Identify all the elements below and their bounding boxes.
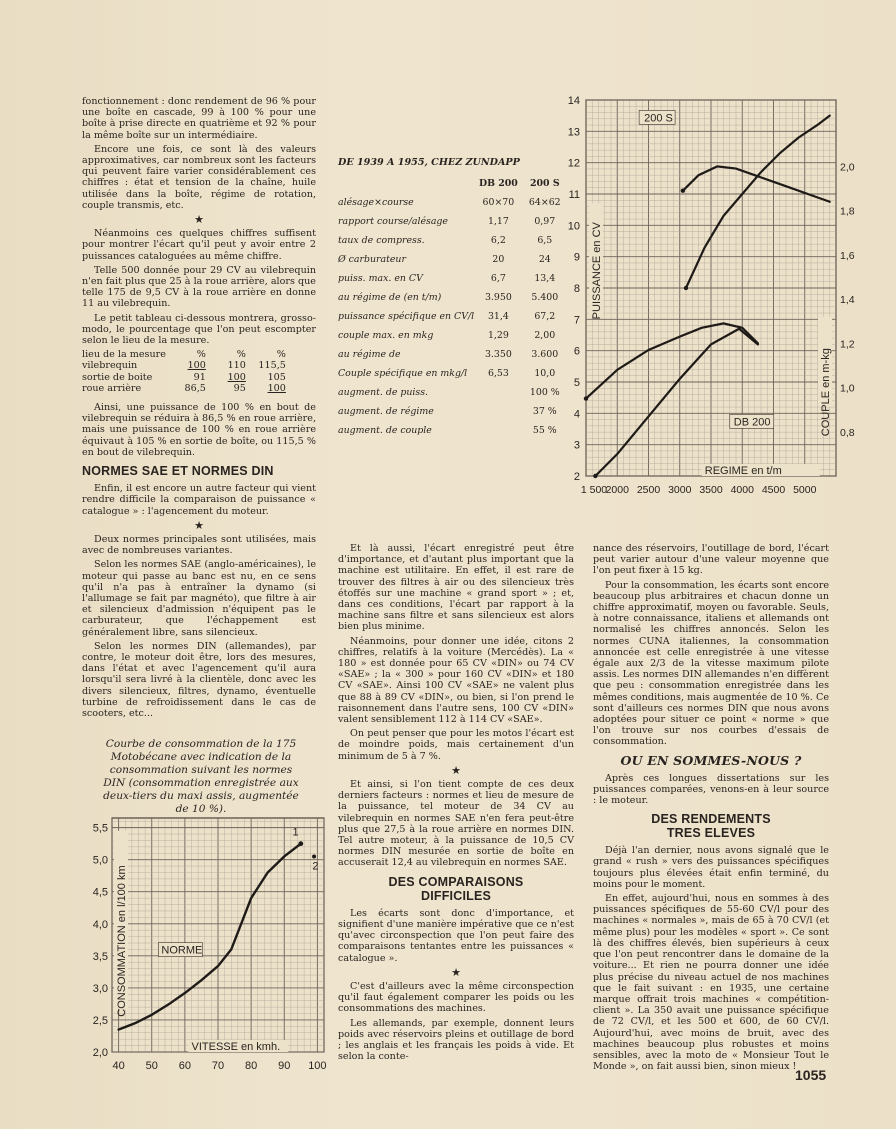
paragraph: Selon les normes DIN (allemandes), par contre, le moteur doit être, lors des mesures, dans l'état et avec l'agencement qu'il aura lorsqu'il sera livré à la clientèle, donc avec les divers silencieux, filtres, dynamo, éventuelle turbine de refroidissement dans le cas de scooters, etc... — [82, 640, 316, 719]
table-row: roue arrière 86,5 95 100 — [82, 382, 286, 394]
x-tick-label: 3500 — [699, 484, 723, 496]
y2-tick-label: 1,4 — [840, 294, 855, 307]
x-tick-label: 100 — [308, 1060, 327, 1072]
table-row: rapport course/alésage 1,17 0,97 — [338, 215, 556, 227]
annotation-norme: NORME — [161, 944, 203, 957]
annotation-1: 1 — [292, 826, 299, 839]
star-separator: ★ — [451, 965, 461, 979]
heading-normes: NORMES SAE ET NORMES DIN — [82, 464, 274, 479]
spec-table: DB 200 200 S alésage×course 60×70 64×62 rapport course/alésage 1,17 0,97 taux de compress. 6,2 6,5 Ø carburateur 20 24 puiss. max. en CV 6,7 13,4 au régime de (en t/m) 3.950 5.400 puissance spécifique en CV/l 31,4 67,2 couple max. en mkg 1,29 2,00 au régime de 3.350 3.600 Couple spécifique en mkg/l 6,53 10,0 augment. de puiss. 100 % augment. de régime 37 % augment. de couple 55 % — [338, 174, 568, 440]
x-tick-label: 60 — [178, 1060, 191, 1072]
series-label: 200 S — [644, 112, 673, 125]
star-separator: ★ — [451, 763, 461, 777]
x-tick-label: 50 — [145, 1060, 158, 1072]
data-point — [312, 854, 316, 858]
series-start-point — [584, 396, 588, 400]
table-row: au régime de (en t/m) 3.950 5.400 — [338, 291, 559, 303]
y-tick-label: 8 — [573, 283, 580, 295]
paragraph: Après ces longues dissertations sur les puissances comparées, venons-en à leur source : le moteur. — [593, 772, 829, 807]
paragraph: Encore une fois, ce sont là des valeurs approximatives, car nombreux sont les facteurs qui peuvent faire varier considérablement ces chiffres : état et tension de la chaîne, huile utilisée dans la boîte, régime de rotation, couple transmis, etc. — [82, 143, 316, 211]
table-row: puiss. max. en CV 6,7 13,4 — [338, 272, 556, 284]
spec-table-block — [338, 157, 568, 440]
table-row: augment. de couple 55 % — [338, 424, 557, 436]
figure-caption: Courbe de consommation de la 175 Motobécane avec indication de la consommation suivant les normes DIN (consommation enregistrée aux deux-tiers du maxi assis, augmentée de 10 %). — [103, 738, 299, 815]
y-axis-label: CONSOMMATION en l/100 km — [116, 865, 128, 1017]
y-tick-label: 9 — [573, 251, 580, 264]
x-tick-label: 4000 — [730, 484, 754, 496]
x-tick-label: 5000 — [793, 484, 817, 496]
y2-tick-label: 1,2 — [840, 338, 855, 351]
column-right — [593, 543, 829, 1075]
table-row: augment. de régime 37 % — [338, 405, 557, 417]
paragraph: Néanmoins ces quelques chiffres suffisent pour montrer l'écart qu'il peut y avoir entre 2 puissances cataloguées au même chiffre. — [82, 228, 316, 262]
heading-comparaisons: DES COMPARAISONS DIFFICILES — [388, 874, 524, 903]
paragraph: Et ainsi, si l'on tient compte de ces deux derniers facteurs : normes et lieu de mesure de la puissance, tel moteur de 34 CV au vilebrequin en normes SAE n'en fera peut-être plus que 27,5 à la roue arrière en normes DIN. Tel autre moteur, à la puissance de 10,5 CV normes DIN mesurée en sortie de boîte en accuserait 12,4 au vilebrequin en normes SAE. — [338, 779, 574, 869]
table-row: couple max. en mkg 1,29 2,00 — [338, 329, 556, 341]
y-tick-label: 5,5 — [92, 822, 108, 835]
paragraph: Telle 500 donnée pour 29 CV au vilebrequin n'en fait plus que 25 à la roue arrière, alors que telle 175 de 9,5 CV à la roue arrière en donne 11 au vilebrequin. — [82, 264, 316, 310]
star-separator: ★ — [194, 518, 204, 532]
spec-title: DE 1939 A 1955, CHEZ ZUNDAPP — [338, 157, 520, 168]
paragraph: On peut penser que pour les motos l'écart est de moindre poids, mais certainement d'un minimum de 5 à 7 %. — [338, 728, 574, 762]
table-row: sortie de boite 91 100 105 — [82, 371, 286, 383]
x-tick-label: 2500 — [636, 484, 661, 496]
paragraph: Néanmoins, pour donner une idée, citons 2 chiffres, relatifs à la voiture (Mercédès). La « 180 » est donnée pour 65 CV «DIN» ou 74 CV «SAE» ; la « 300 » pour 160 CV «DIN» et 180 CV «SAE». Ainsi 100 CV «SAE» ne valent plus que 88 à 89 CV «DIN», ou bien, si l'on prend le raisonnement dans l'autre sens, 100 CV «DIN» valent sensiblement 112 à 114 CV «SAE». — [338, 635, 574, 726]
paragraph: En effet, aujourd'hui, nous en sommes à des puissances spécifiques de 55-60 CV/l pour des machines « normales », mais de 65 à 70 CV/l (et même plus) pour les modèles « sport ». Ce sont là des chiffres élevés, bien supérieurs à ceux que l'on peut rencontrer dans le domaine de la voiture... Et rien ne pourra donner une idée plus précise du niveau actuel de nos machines que le fait suivant : en 1935, une certaine marque offrait trois machines « compétition-client ». La 350 avait une puissance spécifique de 72 CV/l, et les 500 et 600, de 60 CV/l. Aujourd'hui, avec moins de bruit, avec des machines beaucoup plus robustes et moins sensibles, avec la moto de « Monsieur Tout le Monde », on fait aussi bien, sinon mieux ! — [593, 893, 829, 1073]
x-tick-label: 3000 — [668, 484, 692, 496]
series-start-point — [684, 286, 688, 290]
x-axis-label: VITESSE en kmh. — [191, 1041, 281, 1053]
y2-axis-label: COUPLE en m-kg — [820, 348, 832, 437]
y-tick-label: 12 — [567, 157, 580, 170]
y-tick-label: 14 — [567, 95, 580, 107]
table-row: puissance spécifique en CV/l 31,4 67,2 — [338, 310, 556, 322]
y2-tick-label: 1,0 — [840, 382, 855, 395]
power-torque-chart — [564, 94, 864, 504]
column-left-top — [82, 96, 316, 722]
heading-ou-en-sommes-nous: OU EN SOMMES-NOUS ? — [620, 752, 802, 768]
y-tick-label: 7 — [573, 314, 580, 327]
y-tick-label: 2 — [573, 471, 580, 483]
annotation-2: 2 — [312, 860, 319, 873]
paragraph: Et là aussi, l'écart enregistré peut être d'importance, et d'autant plus important que la machine est utilitaire. En effet, il est rare de trouver des filtres à air ou des silencieux très étoffés sur une machine « grand sport » ; et, dans ces conditions, l'écart par rapport à la machine sans filtre et sans silencieux est alors bien plus minime. — [338, 543, 574, 633]
y-tick-label: 3 — [573, 439, 580, 452]
x-tick-label: 2000 — [605, 484, 629, 496]
y-tick-label: 5,0 — [92, 854, 108, 867]
x-tick-label: 4500 — [761, 484, 786, 496]
y-tick-label: 11 — [568, 189, 580, 201]
y-tick-label: 4,5 — [92, 886, 108, 899]
x-tick-label: 90 — [278, 1060, 291, 1072]
y-tick-label: 3,5 — [92, 950, 108, 963]
y-tick-label: 3,0 — [92, 982, 108, 995]
paragraph: C'est d'ailleurs avec la même circonspection qu'il faut également comparer les poids ou les consommations des machines. — [338, 980, 574, 1015]
paragraph: fonctionnement : donc rendement de 96 % pour une boîte en cascade, 99 à 100 % pour une boîte à prise directe en quatrième et 92 % pour la même boîte sur un intermédiaire. — [82, 96, 316, 141]
y2-tick-label: 1,6 — [840, 249, 855, 262]
paragraph: Deux normes principales sont utilisées, mais avec de nombreuses variantes. — [82, 533, 316, 557]
paragraph: Enfin, il est encore un autre facteur qui vient rendre difficile la comparaison de puissance « catalogue » : l'agencement du moteur. — [82, 483, 316, 517]
x-axis-label: REGIME en t/m — [704, 465, 782, 477]
series-start-point — [681, 188, 685, 192]
x-tick-label: 40 — [112, 1060, 125, 1072]
column-middle — [338, 543, 574, 1065]
table-row: vilebrequin 100 110 115,5 — [82, 360, 286, 372]
table-row: Ø carburateur 20 24 — [338, 253, 551, 265]
page-number: 1055 — [795, 1067, 827, 1083]
table-row: Couple spécifique en mkg/l 6,53 10,0 — [338, 367, 556, 379]
y-tick-label: 6 — [573, 345, 580, 358]
y-tick-label: 10 — [567, 220, 580, 233]
paragraph: nance des réservoirs, l'outillage de bord, l'écart peut varier autour d'une valeur moyenne que l'on peut fixer à 15 kg. — [593, 543, 829, 577]
paragraph: Les écarts sont donc d'importance, et signifient d'une manière impérative que ce n'est qu'avec circonspection que l'on peut faire des comparaisons tentantes entre les puissances « catalogue ». — [338, 907, 574, 964]
table-row: taux de compress. 6,2 6,5 — [338, 234, 553, 246]
x-tick-label: 1 500 — [580, 484, 608, 496]
x-tick-label: 70 — [211, 1060, 225, 1072]
table-label: lieu de la mesure — [82, 349, 166, 361]
series-start-point — [593, 474, 597, 478]
series-label: DB 200 — [733, 416, 771, 429]
table-row: au régime de 3.350 3.600 — [338, 348, 559, 360]
paragraph: Ainsi, une puissance de 100 % en bout de vilebrequin se réduira à 86,5 % en roue arrière, mais une puissance de 100 % en roue arrière équivaut à 105 % en sortie de boîte, ou 115,5 % en bout de vilebrequin. — [82, 402, 316, 458]
y-tick-label: 2,5 — [92, 1014, 108, 1027]
y-tick-label: 5 — [573, 377, 580, 389]
percentage-table: lieu de la mesure % % % vilebrequin 100 110 115,5 sortie de boite 91 100 105 roue arrière 86,5 95 100 — [82, 349, 290, 394]
table-row: augment. de puiss. 100 % — [338, 386, 560, 398]
consumption-chart — [76, 812, 336, 1074]
y-tick-label: 2,0 — [92, 1047, 108, 1059]
y-tick-label: 4 — [573, 408, 580, 421]
heading-rendements: DES RENDEMENTS TRES ELEVES — [651, 812, 771, 841]
data-point — [298, 841, 303, 846]
y2-tick-label: 1,8 — [840, 205, 855, 218]
paragraph: Déjà l'an dernier, nous avons signalé que le grand « rush » vers des puissances spécifiques toujours plus élevées était enfin terminé, du moins pour le moment. — [593, 845, 829, 890]
paragraph: Selon les normes SAE (anglo-américaines), le moteur qui passe au banc est nu, en ce sens qu'il n'a pas à entraîner la dynamo (si l'allumage se fait par magnéto), que filtre à air et silencieux d'admission n'équipent pas le carburateur, que l'échappement est généralement libre, sans silencieux. — [82, 559, 316, 638]
paragraph: Pour la consommation, les écarts sont encore beaucoup plus arbitraires et chacun donne un chiffre approximatif, moyen ou favorable. Seuls, à notre connaissance, italiens et allemands ont normalisé les chiffres annoncés. Selon les normes CUNA italiennes, la consommation annoncée est celle enregistrée à une vitesse égale aux 2/3 de la vitesse maximum pilote assis. Les normes DIN allemandes n'en diffèrent que peu : consommation enregistrée dans les mêmes conditions, mais augmentée de 10 %. Ce sont d'ailleurs ces normes DIN que nous avons adoptées pour situer ce point « norme » que l'on trouve sur nos courbes d'essais de consommation. — [593, 579, 829, 748]
table-row: alésage×course 60×70 64×62 — [338, 196, 561, 208]
y-tick-label: 13 — [567, 126, 580, 139]
x-tick-label: 80 — [245, 1060, 258, 1072]
paragraph: Le petit tableau ci-dessous montrera, grosso-modo, le pourcentage que l'on peut escompter selon le lieu de la mesure. — [82, 312, 316, 347]
paragraph: Les allemands, par exemple, donnent leurs poids avec réservoirs pleins et outillage de bord ; les anglais et les français les poids à vide. Et selon la conte- — [338, 1017, 574, 1063]
y2-tick-label: 0,8 — [840, 426, 855, 439]
y-tick-label: 4,0 — [92, 918, 108, 931]
y2-tick-label: 2,0 — [840, 161, 855, 174]
y-axis-label: PUISSANCE en CV — [591, 222, 603, 320]
star-separator: ★ — [194, 213, 204, 227]
